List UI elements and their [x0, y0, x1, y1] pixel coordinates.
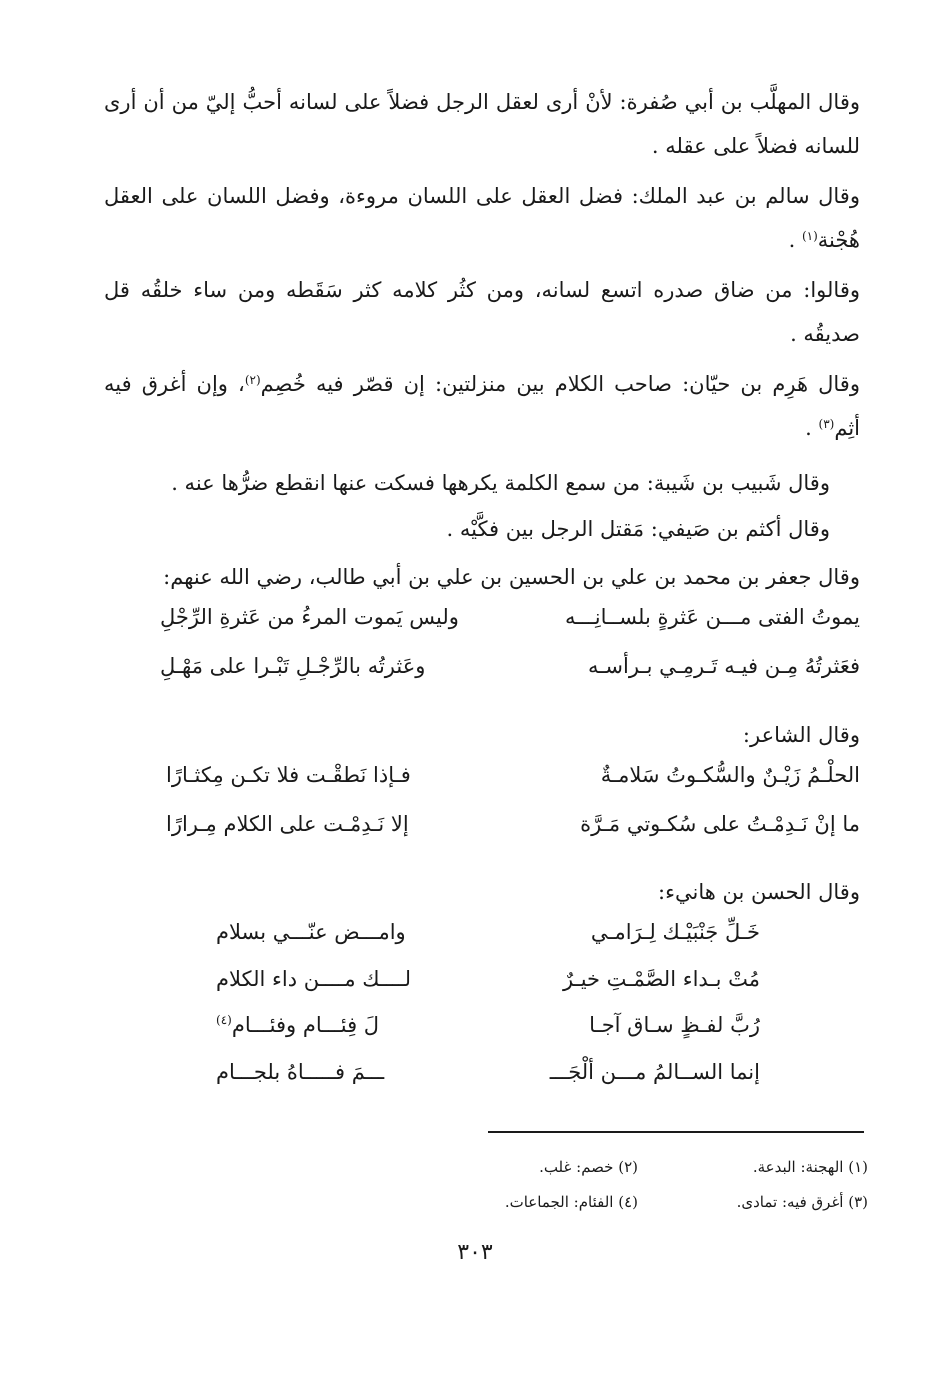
hemistich-first: ما إنْ نَـدِمْـتُ على سُكـوتي مَـرَّة	[580, 812, 860, 836]
poem2-verse	[166, 763, 860, 787]
hemistich-second: إلا نَـدِمْـت على الكلام مِـرارًا	[166, 812, 409, 836]
footnote-ref-3: (٣)	[818, 417, 835, 431]
hemistich-second: وعَثرتُه بالرِّجْـلِ تَبْـرا على مَهْـلِ	[160, 654, 426, 678]
poem1-verse	[160, 654, 860, 678]
hemistich-first: يموتُ الفتى مـــن عَثرةٍ بلســانِـــه	[565, 605, 860, 629]
footnote-4: (٤) الفئام: الجماعات.	[504, 1193, 638, 1211]
poem3-verse	[216, 1060, 760, 1084]
hemistich-first: رُبَّ لفـظٍ سـاق آجـا	[589, 1013, 760, 1037]
line-shabib: وقال شَبيب بن شَيبة: من سمع الكلمة يكرهها فسكت عنها انقطع ضرُّها عنه .	[171, 471, 830, 495]
line-aktham: وقال أكثم بن صَيفي: مَقتل الرجل بين فكَّيْه .	[446, 517, 830, 541]
line-hasan: وقال الحسن بن هانيء:	[658, 880, 860, 904]
paragraph-qalu: وقالوا: من ضاق صدره اتسع لسانه، ومن كثُر كلامه كثر سَقَطه ومن ساء خلقُه قل صديقُه .	[104, 278, 860, 346]
poem3-verse	[216, 1013, 760, 1037]
hemistich-second: لــــك مــــن داء الكلام	[216, 967, 411, 991]
poem3-verse	[216, 920, 760, 944]
hemistich-second: وليس يَموت المرءُ من عَثرةِ الرِّجْلِ	[160, 605, 459, 629]
hemistich-second: ـــمَ فـــــاهُ بلجـــام	[216, 1060, 385, 1084]
poem2-verse	[166, 812, 860, 836]
hemistich-first: مُتْ بـداء الصَّمْـتِ خيـرٌ	[562, 967, 760, 991]
hemistich-first: خَـلِّ جَنْبَيْـك لِـرَامـي	[590, 920, 760, 944]
paragraph-muhallab: وقال المهلَّب بن أبي صُفرة: لأنْ أرى لعقل الرجل فضلاً على لسانه أحبُّ إليّ من أن أرى للسانه فضلاً على عقله .	[104, 90, 860, 158]
footnote-divider	[488, 1131, 864, 1133]
footnote-ref-2: (٢)	[244, 373, 261, 387]
footnote-3: (٣) أغرق فيه: تمادى.	[736, 1193, 868, 1211]
line-shaer: وقال الشاعر:	[742, 723, 860, 747]
paragraph-salim: وقال سالم بن عبد الملك: فضل العقل على اللسان مروءة، وفضل اللسان على العقل هُجْنة$^{(١)}$ .	[104, 184, 860, 252]
hemistich-second: وامـــض عنّـــي بسلام	[216, 920, 406, 944]
footnote-1: (١) الهجنة: البدعة.	[752, 1158, 868, 1176]
prose-block	[104, 80, 860, 456]
hemistich-second: لَ فِئـــام وفئـــام$^{(٤)}$	[216, 1013, 380, 1037]
line-jafar: وقال جعفر بن محمد بن علي بن الحسين بن علي بن أبي طالب، رضي الله عنهم:	[163, 565, 860, 589]
poem1-verse	[160, 605, 860, 629]
page-number: ٣٠٣	[457, 1240, 493, 1265]
hemistich-first: فعَثرتُهُ مِـن فيـه تَـرمِـي بـرأسـه	[588, 654, 860, 678]
footnote-2: (٢) خصم: غلب.	[539, 1158, 638, 1176]
hemistich-first: إنما الســالمُ مـــن ألْجَـــ	[549, 1060, 760, 1084]
paragraph-harim: وقال هَرِم بن حيّان: صاحب الكلام بين منزلتين: إن قصّر فيه خُصِم$^{(٢)}$، وإن أغرق فيه أثِم$^{(٣)}$ .	[104, 372, 860, 440]
poem3-verse	[216, 967, 760, 991]
footnote-ref-1: (١)	[801, 229, 818, 243]
hemistich-first: الحلْـمُ زَيْـنٌ والسُّكـوتُ سَلامـةٌ	[600, 763, 860, 787]
footnote-ref-4: (٤)	[216, 1013, 232, 1027]
hemistich-second: فـإذا نَطقْـت فلا تكـن مِكثـارًا	[166, 763, 411, 787]
